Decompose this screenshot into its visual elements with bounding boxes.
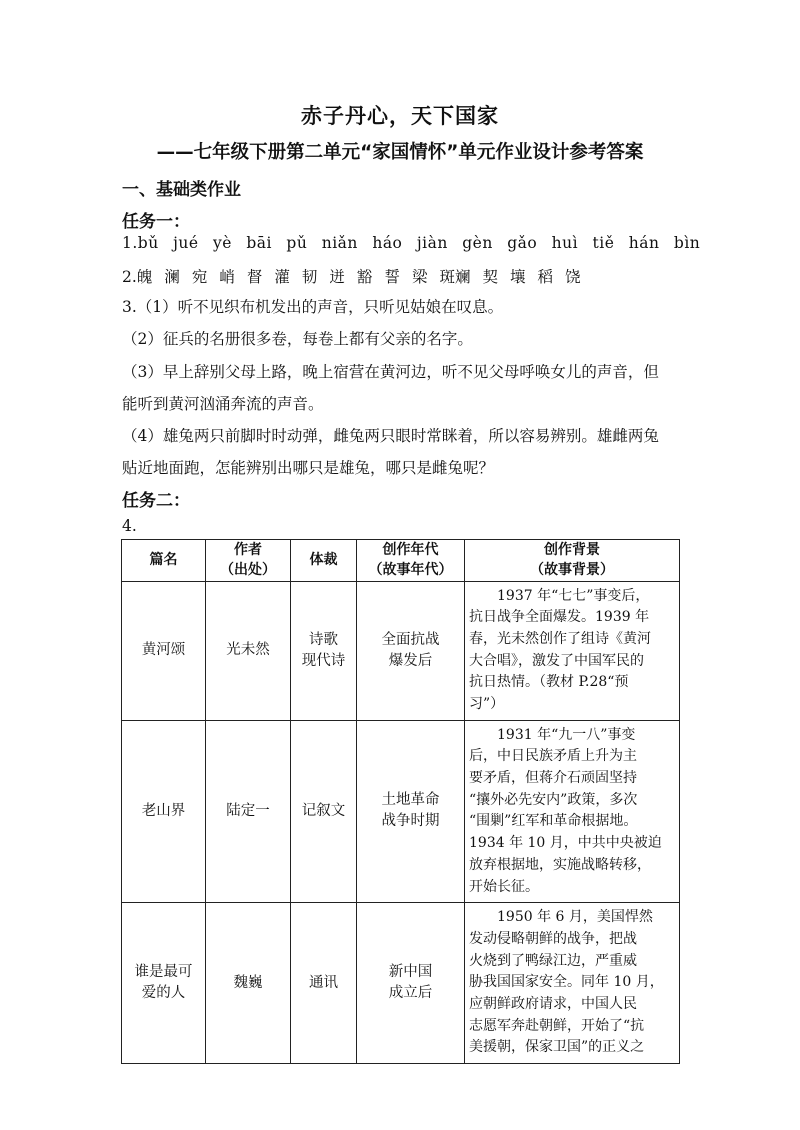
cell-background: 1931 年“九一八”事变 后，中日民族矛盾上升为主 要矛盾，但蒋介石顽固坚持 “攘外必先安内”政策，多次 “围剿”红军和革命根据地。 1934 年 10 月，中共中央被迫 放弃根据地，实施战略转移， 开始长征。 xyxy=(465,720,680,903)
q3-answer-2: （2）征兵的名册很多卷，每卷上都有父亲的名字。 xyxy=(122,330,473,348)
q1-pinyin-answers: 1.bǔ jué yè bāi pǔ niǎn háo jiàn gèn gǎo huì tiě hán bìn xyxy=(122,234,701,252)
q2-char: 稻 xyxy=(537,268,554,286)
table-header-row xyxy=(122,540,680,582)
document-title: 赤子丹心，天下国家 xyxy=(301,104,499,128)
task-one-heading: 任务一： xyxy=(122,212,190,232)
q2-char: 壤 xyxy=(510,268,526,286)
cell-genre: 诗歌 现代诗 xyxy=(291,581,357,720)
q2-char: 迸 xyxy=(329,268,345,286)
q2-char: 誓 xyxy=(384,268,400,286)
cell-era: 全面抗战 爆发后 xyxy=(357,581,465,720)
cell-author: 光未然 xyxy=(206,581,291,720)
cell-background: 1937 年“七七”事变后， 抗日战争全面爆发。1939 年 春，光未然创作了组诗《黄河 大合唱》，激发了中国军民的 抗日热情。（教材 P.28“预 习”） xyxy=(465,581,680,720)
q2-char: 魄 xyxy=(136,268,153,286)
cell-name: 黄河颂 xyxy=(122,581,206,720)
cell-background: 1950 年 6 月，美国悍然 发动侵略朝鲜的战争，把战 火烧到了鸭绿江边，严重威 胁我国国家安全。同年 10 月， 应朝鲜政府请求，中国人民 志愿军奔赴朝鲜，开始了“抗 美援朝，保家卫国”的正义之 xyxy=(465,903,680,1064)
q2-char: 韧 xyxy=(301,268,318,286)
q2-char: 饶 xyxy=(565,268,581,286)
header-era: 创作年代 （故事年代） xyxy=(357,540,465,582)
q2-char: 豁 xyxy=(356,268,373,286)
q2-char: 督 xyxy=(246,268,263,286)
header-name: 篇名 xyxy=(122,540,206,582)
cell-author: 陆定一 xyxy=(206,720,291,903)
cell-era: 土地革命 战争时期 xyxy=(357,720,465,903)
cell-name: 老山界 xyxy=(122,720,206,903)
table-row xyxy=(122,581,680,720)
q3-answer-4-line1: （4）雄兔两只前脚时时动弹，雌兔两只眼时常眯着，所以容易辨别。雄雌两兔 xyxy=(122,427,659,445)
q2-char: 契 xyxy=(482,268,498,286)
task-two-heading: 任务二： xyxy=(122,491,190,511)
q2-char: 宛 xyxy=(191,268,208,286)
q3-answer-4-line2: 贴近地面跑，怎能辨别出哪只是雄兔，哪只是雌兔呢？ xyxy=(122,459,495,477)
document-subtitle: ——七年级下册第二单元“家国情怀”单元作业设计参考答案 xyxy=(156,142,644,163)
q3-answer-3-line2: 能听到黄河汹涌奔流的声音。 xyxy=(122,395,324,413)
cell-genre: 记叙文 xyxy=(291,720,357,903)
header-background: 创作背景 （故事背景） xyxy=(465,540,680,582)
header-author: 作者 （出处） xyxy=(206,540,291,582)
q2-character-answers xyxy=(122,265,593,287)
cell-author: 魏巍 xyxy=(206,903,291,1064)
table-row xyxy=(122,903,680,1064)
cell-genre: 通讯 xyxy=(291,903,357,1064)
q3-answer-1: 3.（1）听不见织布机发出的声音，只听见姑娘在叹息。 xyxy=(122,298,504,316)
cell-name: 谁是最可 爱的人 xyxy=(122,903,206,1064)
q2-char: 斑斓 xyxy=(439,268,471,286)
cell-era: 新中国 成立后 xyxy=(357,903,465,1064)
table-row xyxy=(122,720,680,903)
header-genre: 体裁 xyxy=(291,540,357,582)
q2-prefix: 2. xyxy=(122,268,137,286)
q2-char: 灌 xyxy=(274,268,290,286)
q3-answer-3-line1: （3）早上辞别父母上路，晚上宿营在黄河边，听不见父母呼唤女儿的声音，但 xyxy=(122,363,659,381)
q4-label: 4. xyxy=(122,517,137,535)
q2-char: 梁 xyxy=(411,268,428,286)
background-table xyxy=(121,539,680,1064)
section-heading-basic: 一、基础类作业 xyxy=(122,180,241,200)
q2-char: 澜 xyxy=(164,268,180,286)
q2-char: 峭 xyxy=(219,268,235,286)
